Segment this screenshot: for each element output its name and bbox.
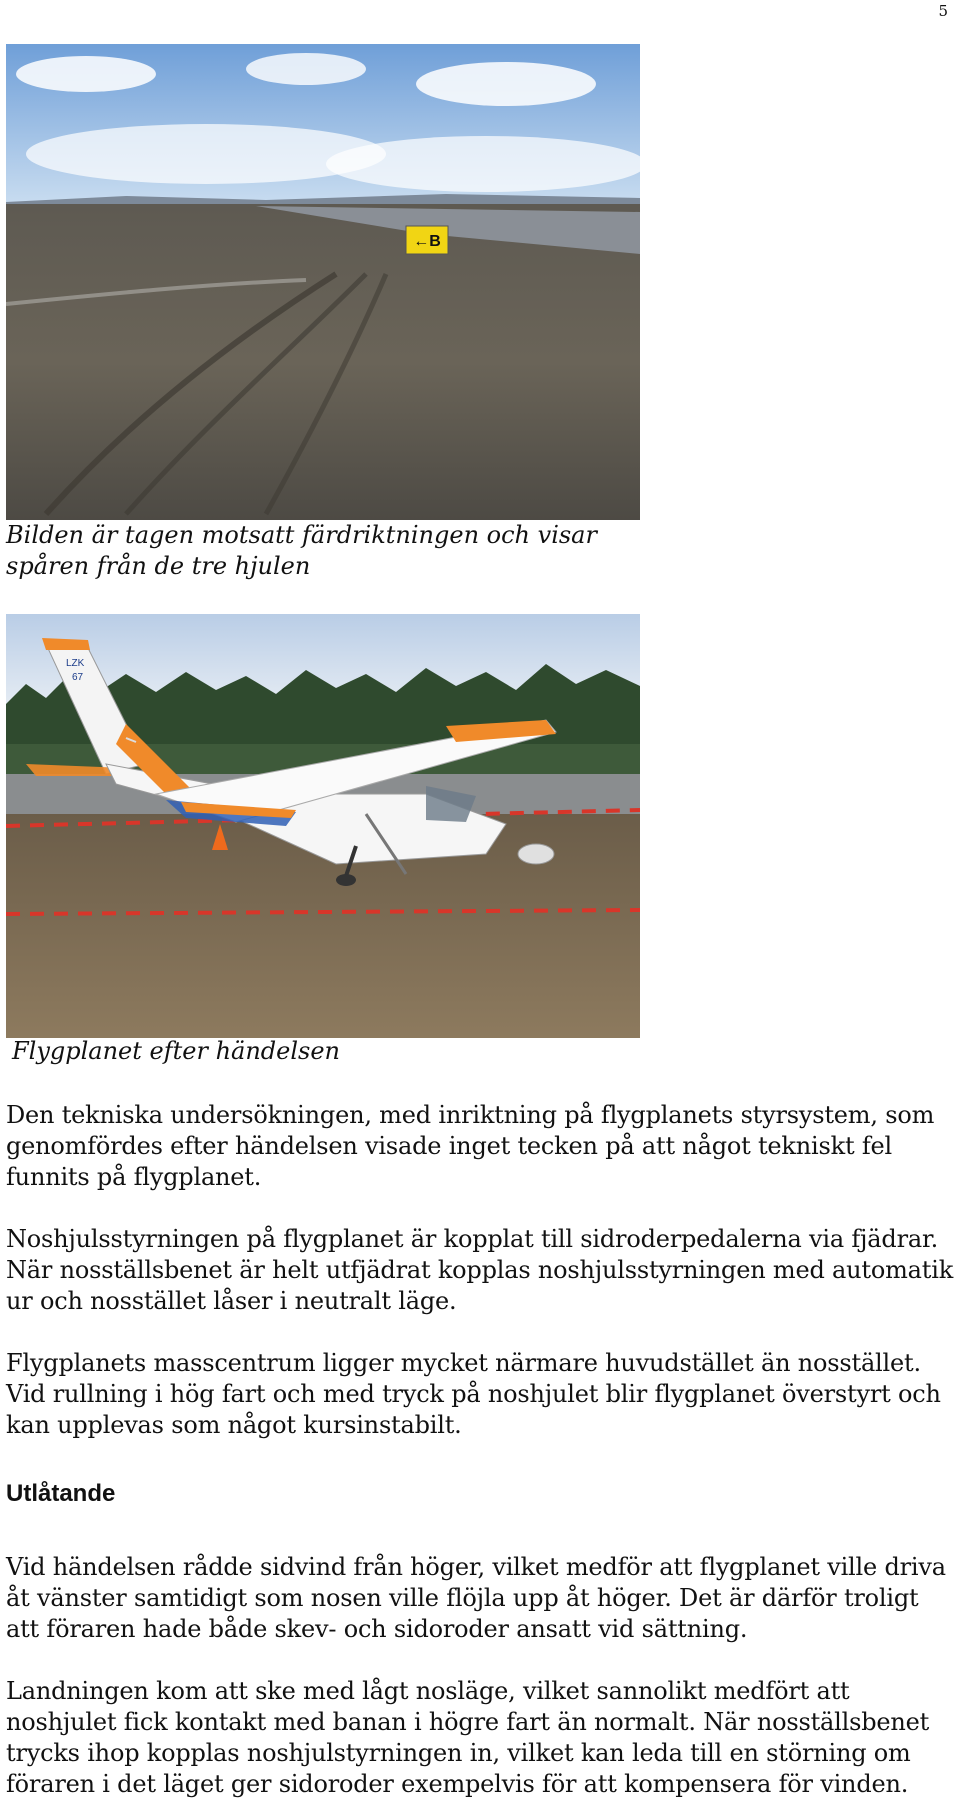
paragraph-nosewheel-steering: Noshjulsstyrningen på flygplanet är kopplat till sidroderpedalerna via fjädrar. När nosställsbenet är helt utfjädrat kopplas noshjulsstyrningen med automatik ur och nosstället låser i neutralt läge. <box>6 1225 954 1315</box>
paragraph-crosswind: Vid händelsen rådde sidvind från höger, vilket medför att flygplanet ville driva åt vänster samtidigt som nosen ville flöjla upp åt höger. Det är därför troligt att föraren hade både skev- och sidoroder ansatt vid sättning. <box>6 1553 946 1643</box>
paragraph-technical-investigation: Den tekniska undersökningen, med inriktning på flygplanets styrsystem, som genomfördes efter händelsen visade inget tecken på att något tekniskt fel funnits på flygplanet. <box>6 1101 935 1191</box>
section-heading: Utlåtande <box>6 1480 116 1507</box>
caption-line: spåren från de tre hjulen <box>6 552 311 580</box>
photo-wheel-tracks <box>6 44 640 520</box>
paragraph-landing: Landningen kom att ske med lågt nosläge, vilket sannolikt medfört att noshjulet fick kontakt med banan i högre fart än normalt. När nosställsbenet trycks ihop kopplas noshjulstyrningen in, vilket kan leda till en störning om föraren i det läget ger sidoroder exempelvis för att kompensera för vinden. <box>6 1677 930 1798</box>
photo-aircraft <box>6 614 640 1038</box>
paragraph-center-of-mass: Flygplanets masscentrum ligger mycket närmare huvudstället än nosstället. Vid rullning i hög fart och med tryck på noshjulet blir flygplanet överstyrt och kan upplevas som något kursinstabilt. <box>6 1349 941 1439</box>
caption-line: Bilden är tagen motsatt färdriktningen och visar <box>6 521 597 549</box>
figure1-caption <box>6 520 646 582</box>
taxiway-sign: ←B <box>413 233 441 250</box>
tail-number: 67 <box>72 672 84 683</box>
figure2-caption: Flygplanet efter händelsen <box>12 1037 341 1065</box>
tail-registration: LZK <box>66 658 85 669</box>
page-number: 5 <box>938 2 948 20</box>
